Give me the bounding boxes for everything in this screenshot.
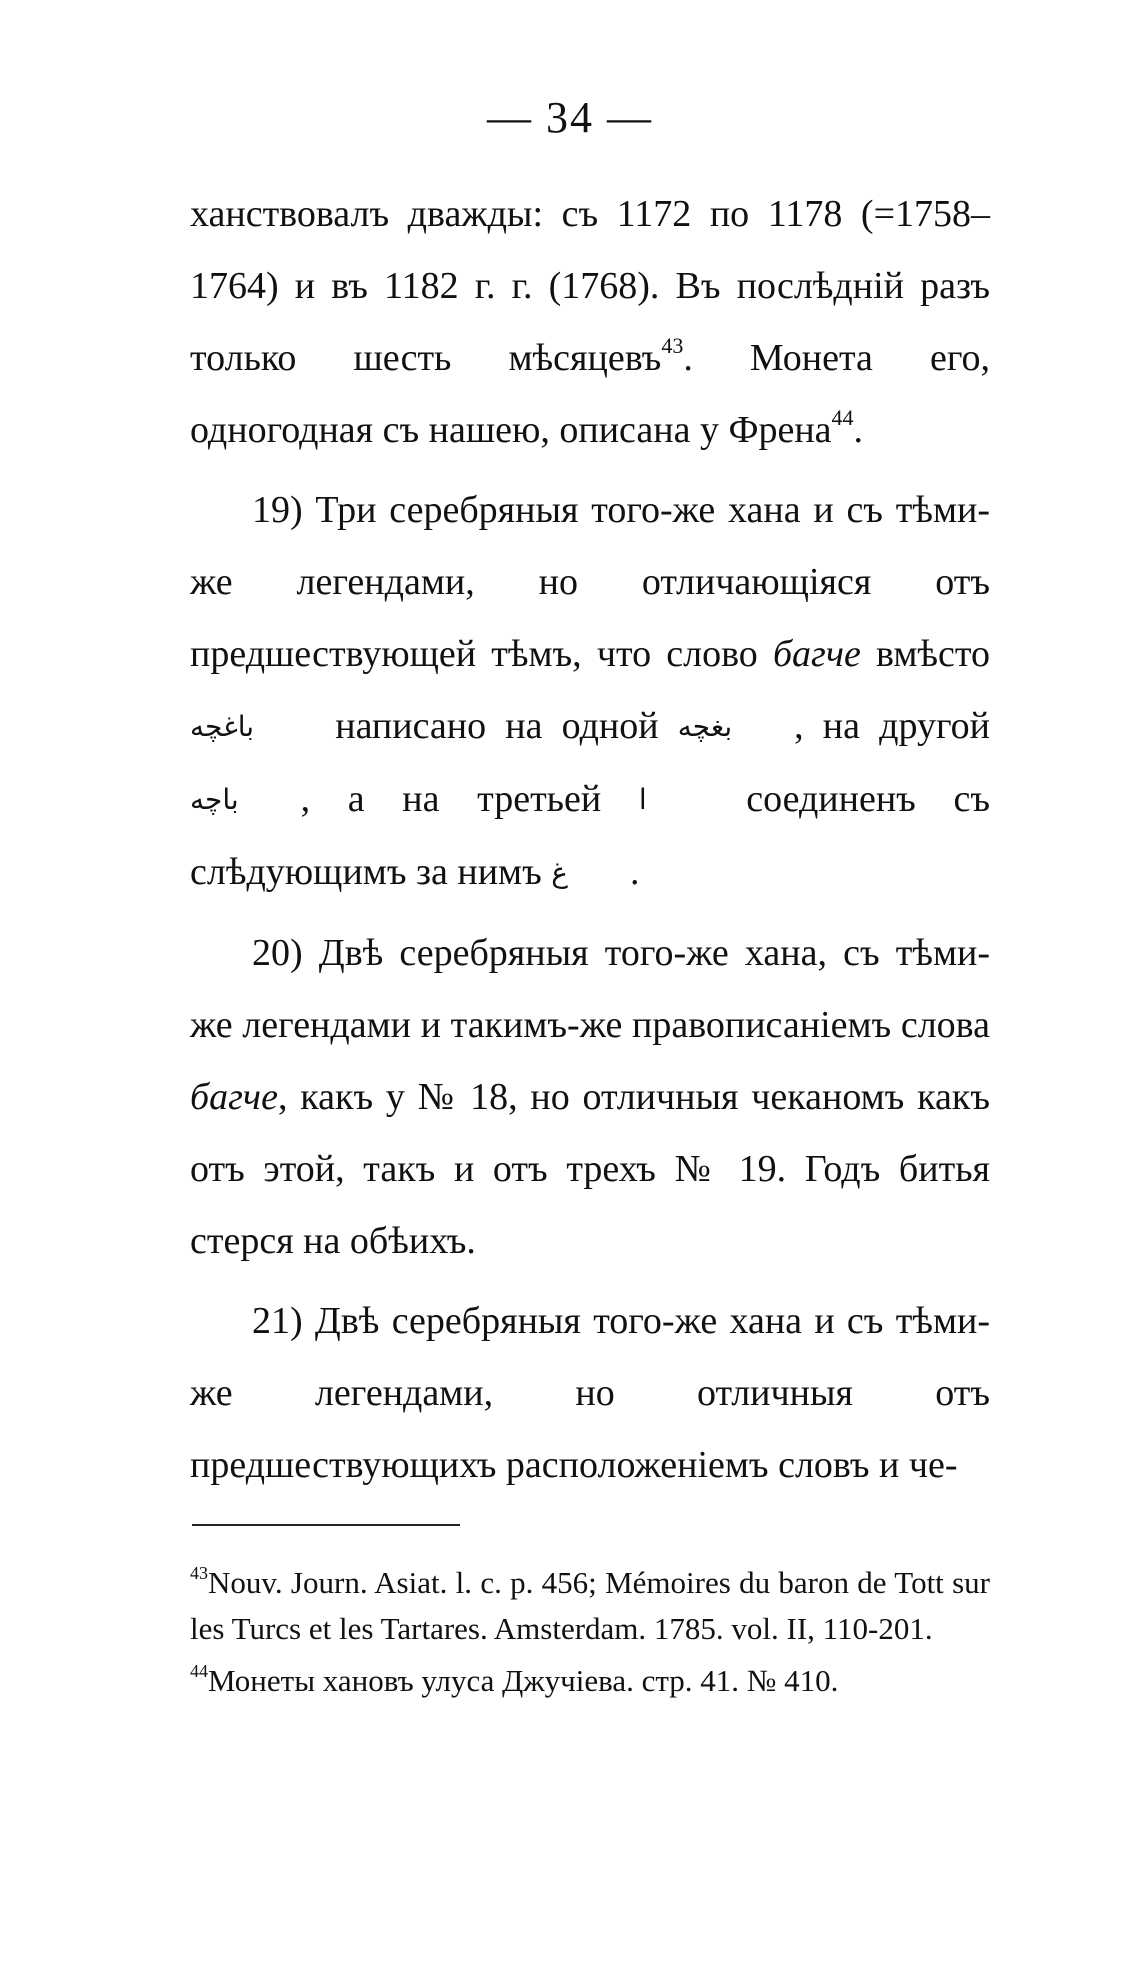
- paragraph-text: соединенъ съ слѣдующимъ за нимъ: [190, 778, 990, 893]
- paragraph-item-21: 21) Двѣ серебряныя того-же хана и съ тѣми-же легендами, но отличныя отъ предшествующихъ расположенiемъ словъ и че-: [190, 1300, 990, 1486]
- footnotes: [190, 1560, 990, 1704]
- footnote-text: Монеты хановъ улуса Джучiева. стр. 41. № 410.: [208, 1663, 839, 1698]
- paragraph-continuation: [190, 178, 990, 466]
- body-text: [190, 178, 990, 1501]
- footnote-number: 44: [190, 1661, 208, 1681]
- paragraph-text: . Монета его, одногодная съ нашею, описана у Френа: [190, 337, 990, 451]
- arabic-letter: ا: [638, 783, 647, 816]
- footnote-ref-43[interactable]: 43: [661, 333, 684, 358]
- footnote-number: 43: [190, 1563, 208, 1583]
- paragraph-text: , а на третьей: [300, 778, 639, 820]
- paragraph-text: , на другой: [794, 705, 990, 747]
- footnote-text: Nouv. Journ. Asiat. l. c. p. 456; Mémoires du baron de Tott sur les Turcs et les Tartares. Amsterdam. 1785. vol. II, 110-201.: [190, 1565, 990, 1646]
- footnote-divider: [192, 1524, 460, 1526]
- arabic-word: باغچه: [190, 710, 255, 743]
- paragraph-text: , какъ у № 18, но отличныя чеканомъ какъ отъ этой, такъ и отъ трехъ № 19. Годъ битья стерся на обѣихъ.: [190, 1076, 990, 1262]
- arabic-word: باچه: [190, 783, 239, 816]
- paragraph-text: вмѣсто: [860, 633, 990, 675]
- paragraph-text: 20) Двѣ серебряныя того-же хана, съ тѣми-же легендами и такимъ-же правописанiемъ слова: [190, 932, 990, 1046]
- arabic-letter: غ: [551, 856, 568, 889]
- italic-term: багче: [190, 1076, 278, 1118]
- arabic-word: بغچه: [677, 710, 733, 743]
- paragraph-text: написано на одной: [316, 705, 678, 747]
- footnote-43: [190, 1560, 990, 1652]
- paragraph-item-20: [190, 917, 990, 1277]
- paragraph-text: 19) Три серебряныя того-же хана и съ тѣми-же легендами, но отличающiяся отъ предшествующей тѣмъ, что слово: [190, 489, 990, 675]
- footnote-44: [190, 1658, 990, 1704]
- page-number: — 34 —: [487, 93, 653, 142]
- footnote-ref-44[interactable]: 44: [831, 405, 854, 430]
- paragraph-text: .: [853, 409, 864, 451]
- paragraph-text: ханствовалъ дважды: съ 1172 по 1178 (=1758–1764) и въ 1182 г. г. (1768). Въ послѣднiй разъ только шесть мѣсяцевъ: [190, 193, 990, 379]
- paragraph-item-19: [190, 474, 990, 909]
- paragraph-text: .: [629, 851, 640, 893]
- italic-term: багче: [772, 633, 861, 675]
